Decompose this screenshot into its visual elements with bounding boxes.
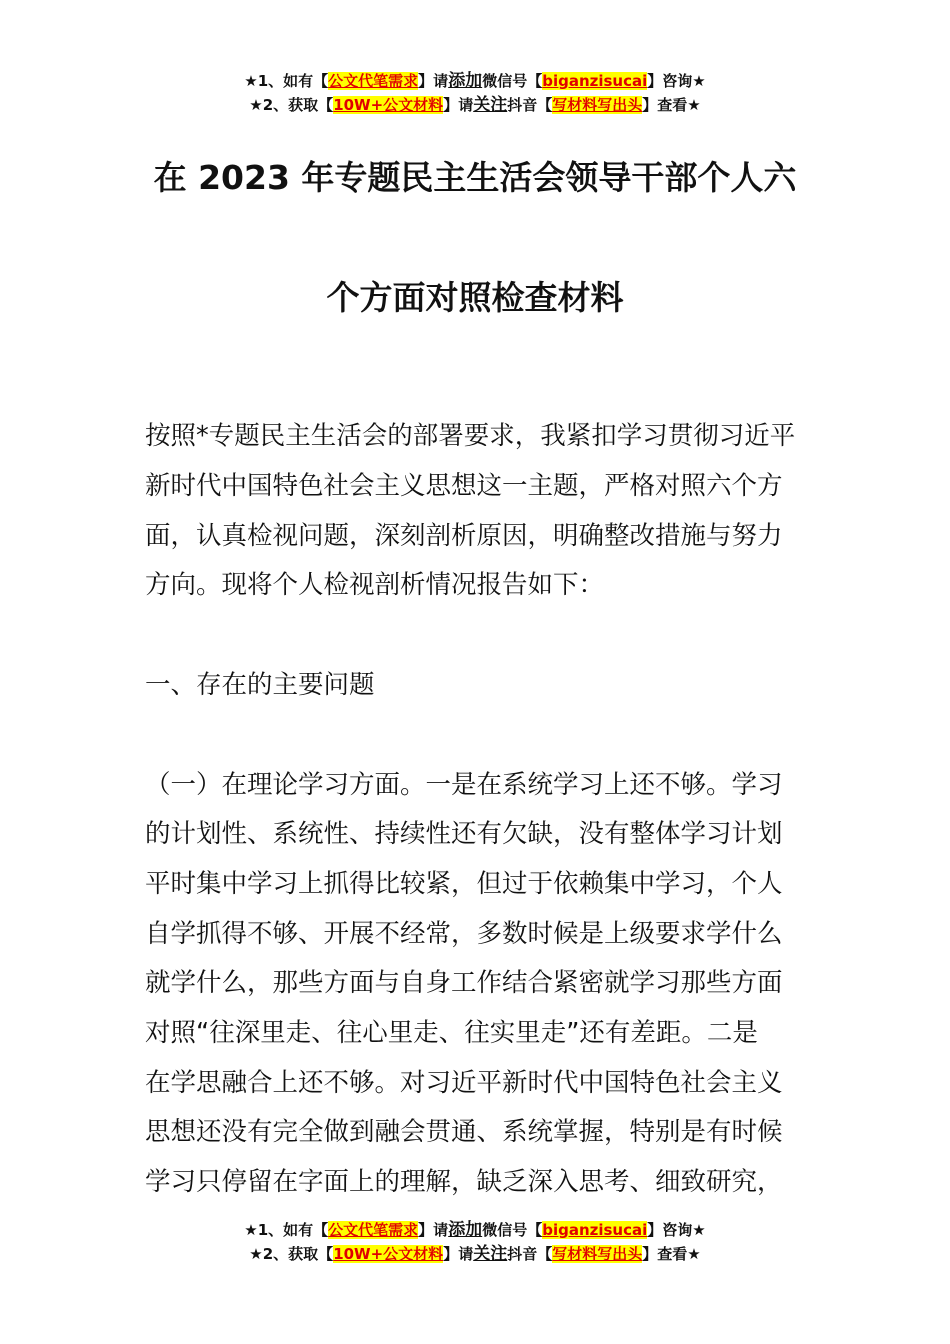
promo-text: ★2、获取【 bbox=[249, 96, 334, 114]
body-line: 在学思融合上还不够。对习近平新时代中国特色社会主义 bbox=[145, 1068, 783, 1098]
promo-text: 微信号【 bbox=[482, 72, 543, 90]
document-title-line-1: 在 2023 年专题民主生活会领导干部个人六 bbox=[153, 158, 797, 197]
body-line: 面，认真检视问题，深刻剖析原因，明确整改措施与努力 bbox=[145, 521, 783, 551]
promo-douyin-id: 写材料写出头 bbox=[552, 96, 643, 114]
promo-text: 抖音【 bbox=[507, 96, 553, 114]
body-line: 自学抓得不够、开展不经常，多数时候是上级要求学什么 bbox=[145, 919, 783, 949]
promo-emphasis: 关注 bbox=[473, 95, 508, 115]
promo-text: 】查看★ bbox=[642, 1245, 701, 1263]
promo-douyin-id: 写材料写出头 bbox=[552, 1245, 643, 1263]
promo-line-2 bbox=[0, 93, 950, 117]
promo-emphasis: 添加 bbox=[448, 1220, 483, 1240]
promo-emphasis: 添加 bbox=[448, 71, 483, 91]
promo-highlight: 10W+公文材料 bbox=[333, 1245, 444, 1263]
body-line: 方向。现将个人检视剖析情况报告如下： bbox=[145, 570, 605, 600]
promo-header bbox=[0, 69, 950, 117]
promo-line-2 bbox=[0, 1242, 950, 1266]
document-title-line-2: 个方面对照检查材料 bbox=[326, 278, 624, 317]
body-line: 学习只停留在字面上的理解，缺乏深入思考、细致研究， bbox=[145, 1167, 783, 1197]
promo-text: 】请 bbox=[418, 72, 449, 90]
body-line: 按照*专题民主生活会的部署要求，我紧扣学习贯彻习近平 bbox=[145, 421, 796, 451]
body-line: （一）在理论学习方面。一是在系统学习上还不够。学习 bbox=[145, 770, 783, 800]
promo-text: ★2、获取【 bbox=[249, 1245, 334, 1263]
section-heading: 一、存在的主要问题 bbox=[145, 670, 375, 700]
promo-text: 】请 bbox=[418, 1221, 449, 1239]
body-line: 的计划性、系统性、持续性还有欠缺，没有整体学习计划 bbox=[145, 819, 783, 849]
body-line: 思想还没有完全做到融会贯通、系统掌握，特别是有时候 bbox=[145, 1117, 783, 1147]
body-line: 平时集中学习上抓得比较紧，但过于依赖集中学习，个人 bbox=[145, 869, 783, 899]
promo-highlight: 公文代笔需求 bbox=[328, 72, 419, 90]
promo-text: ★1、如有【 bbox=[244, 72, 329, 90]
promo-highlight: 公文代笔需求 bbox=[328, 1221, 419, 1239]
body-line: 对照“往深里走、往心里走、往实里走”还有差距。二是 bbox=[145, 1018, 758, 1048]
promo-text: ★1、如有【 bbox=[244, 1221, 329, 1239]
promo-text: 抖音【 bbox=[507, 1245, 553, 1263]
promo-highlight: 10W+公文材料 bbox=[333, 96, 444, 114]
promo-text: 】咨询★ bbox=[647, 72, 706, 90]
promo-text: 】查看★ bbox=[642, 96, 701, 114]
promo-line-1 bbox=[0, 69, 950, 93]
promo-wechat-id: biganzisucai bbox=[542, 72, 648, 90]
body-line: 就学什么，那些方面与自身工作结合紧密就学习那些方面 bbox=[145, 968, 783, 998]
promo-line-1 bbox=[0, 1218, 950, 1242]
promo-text: 】请 bbox=[443, 1245, 474, 1263]
promo-emphasis: 关注 bbox=[473, 1244, 508, 1264]
promo-footer bbox=[0, 1218, 950, 1266]
promo-text: 】咨询★ bbox=[647, 1221, 706, 1239]
promo-wechat-id: biganzisucai bbox=[542, 1221, 648, 1239]
body-line: 新时代中国特色社会主义思想这一主题，严格对照六个方 bbox=[145, 471, 783, 501]
promo-text: 微信号【 bbox=[482, 1221, 543, 1239]
promo-text: 】请 bbox=[443, 96, 474, 114]
